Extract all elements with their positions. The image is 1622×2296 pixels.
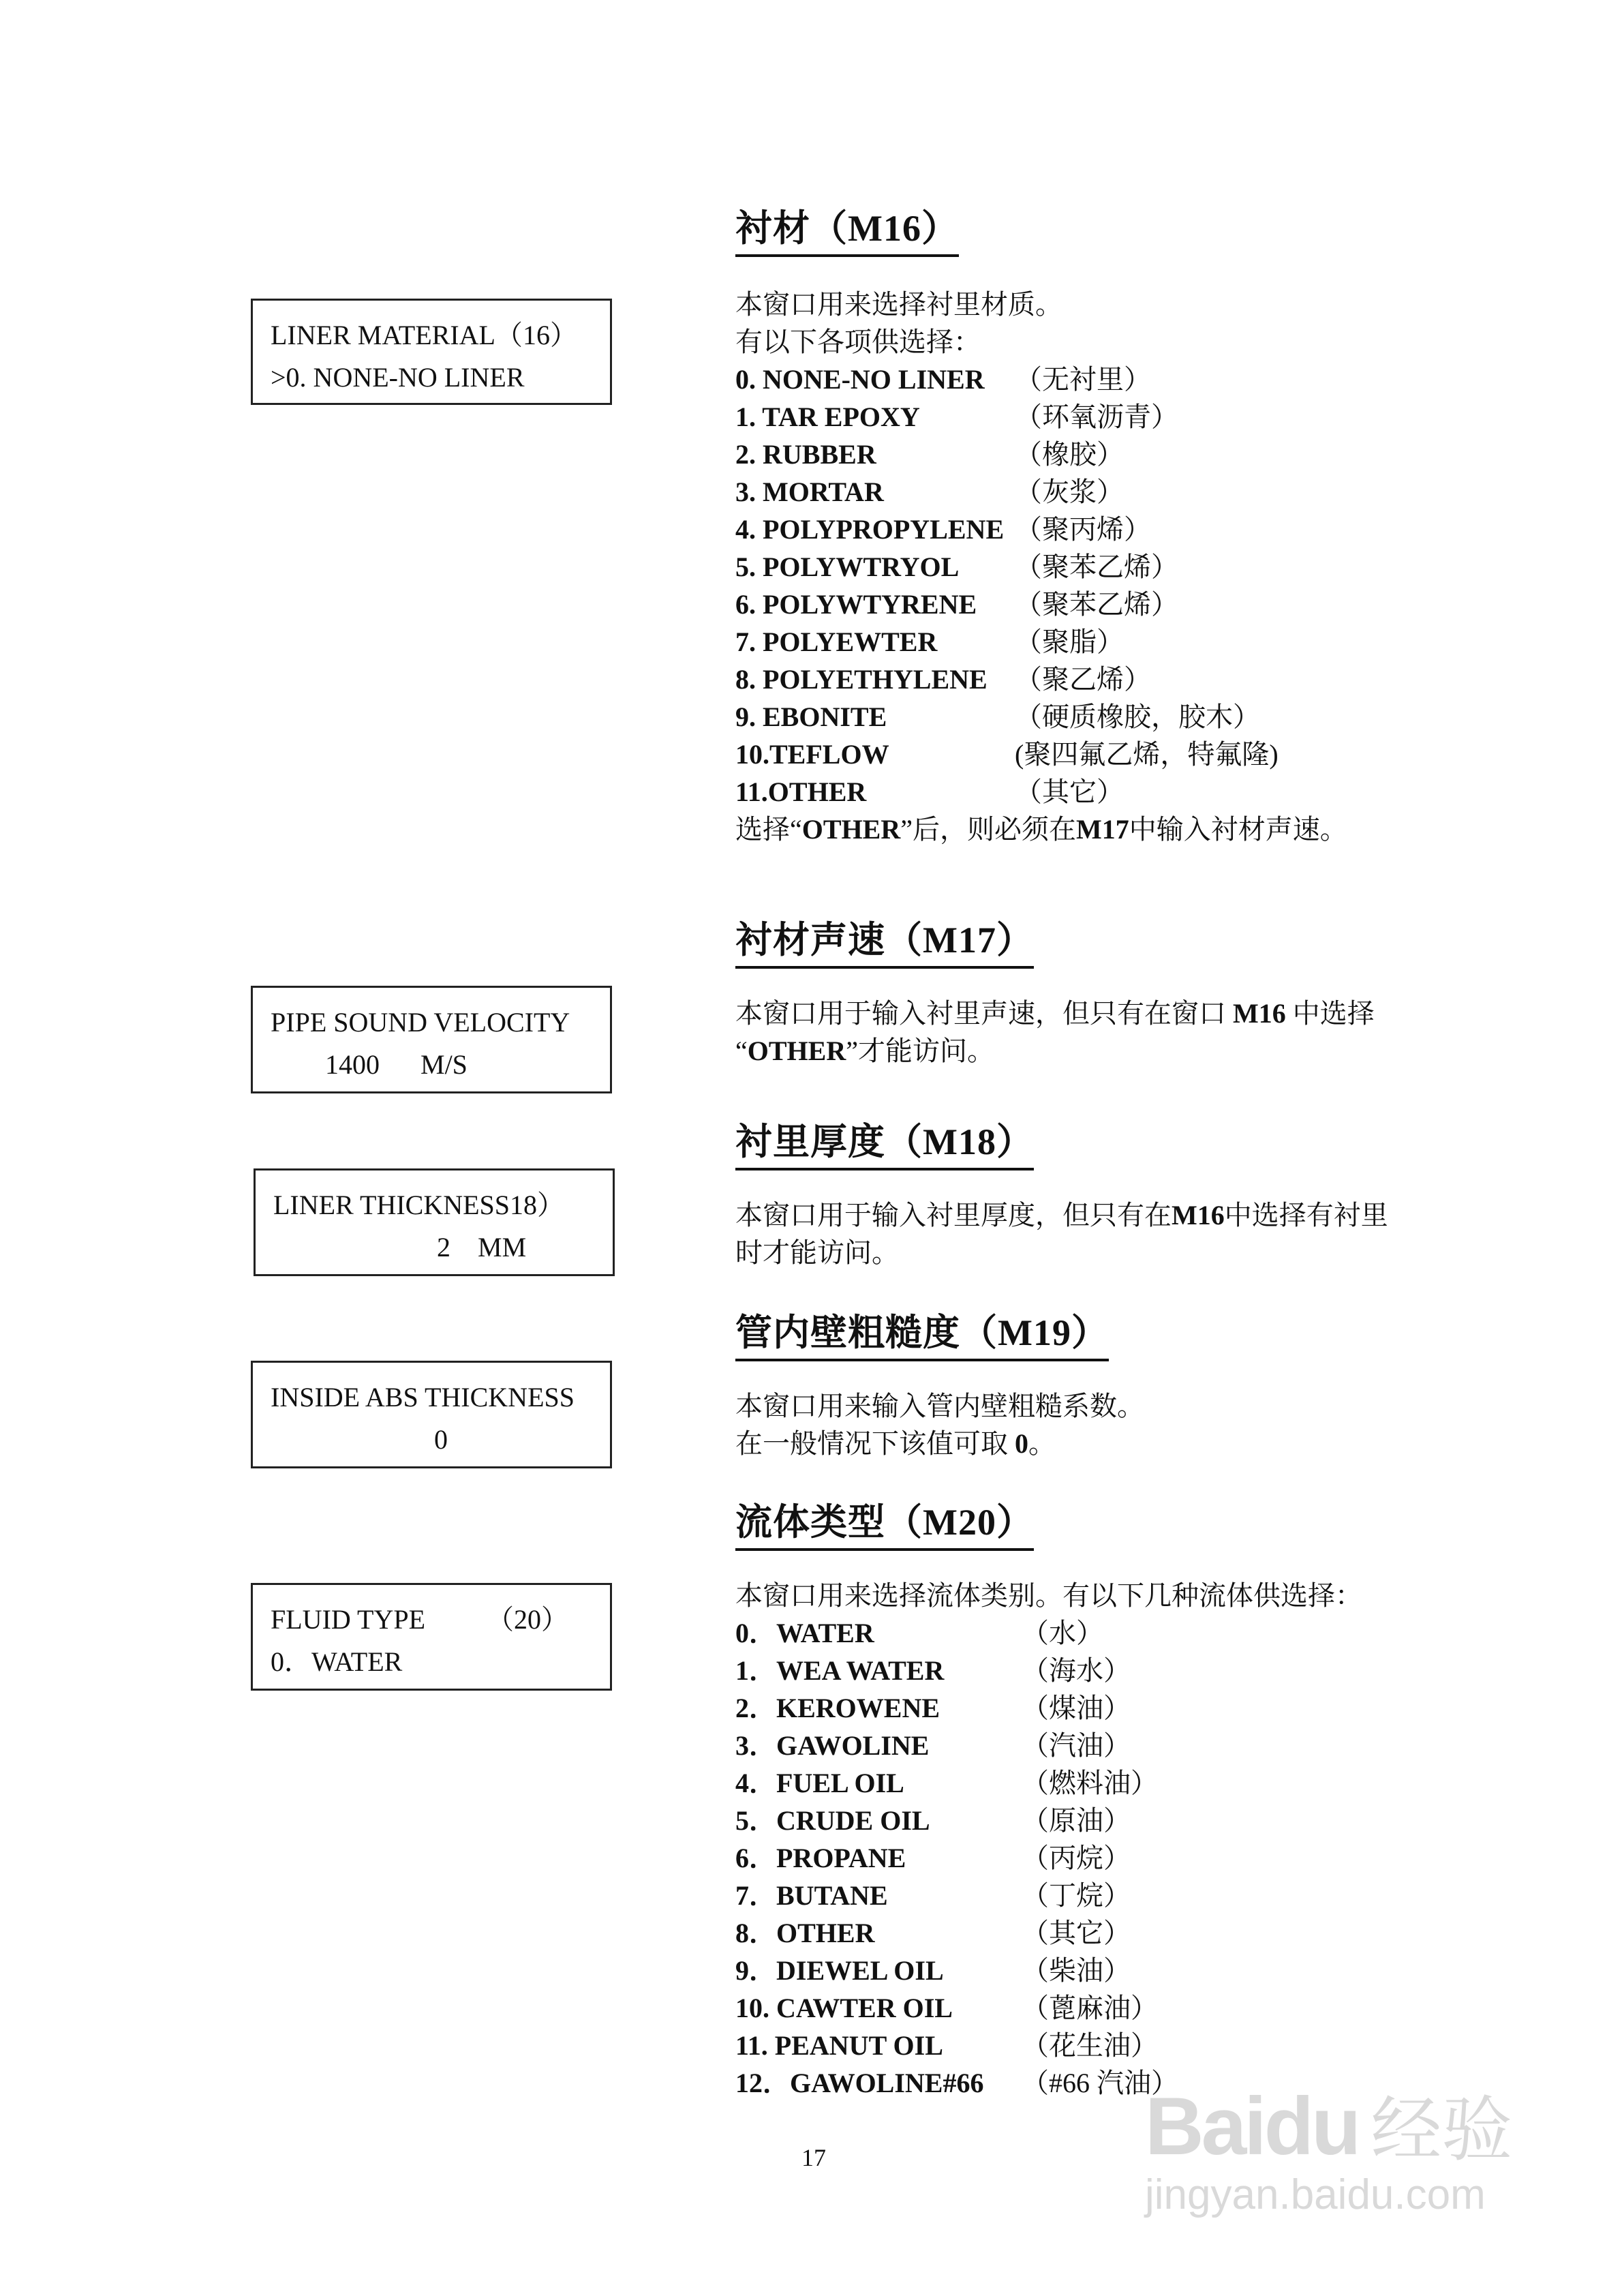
lcd-line2: 1400 M/S: [271, 1049, 468, 1080]
list-item: 3．GAWOLINE （汽油）: [735, 1730, 1131, 1761]
lcd-line1: FLUID TYPE （20）: [271, 1604, 569, 1635]
list-item: 2．KEROWENE （煤油）: [735, 1693, 1131, 1723]
section-m17: [735, 911, 1519, 1070]
list-item: 9．DIEWEL OIL （柴油）: [735, 1955, 1131, 1986]
m16-desc-line2: 有以下各项供选择：: [735, 327, 981, 357]
watermark-logo: Baidu: [1145, 2081, 1359, 2172]
list-item: 11. PEANUT OIL （花生油）: [735, 2030, 1158, 2061]
list-item: 10. CAWTER OIL （蓖麻油）: [735, 1993, 1158, 2023]
list-item: 0．WATER （水）: [735, 1618, 1103, 1648]
lcd-fluid-type: [251, 1583, 612, 1691]
heading-m18: 衬里厚度（M18）: [735, 1113, 1034, 1170]
m18-description: 本窗口用于输入衬里厚度，但只有在M16中选择有衬里 时才能访问。: [735, 1200, 1388, 1268]
list-item: 6. POLYWTYRENE （聚苯乙烯）: [735, 589, 1178, 620]
lcd-line1: LINER THICKNESS18）: [273, 1190, 565, 1220]
list-item: 1．WEA WATER （海水）: [735, 1655, 1131, 1686]
list-item: 4．FUEL OIL （燃料油）: [735, 1768, 1158, 1798]
list-item: 7. POLYEWTER （聚脂）: [735, 626, 1124, 657]
list-item: 10.TEFLOW (聚四氟乙烯，特氟隆): [735, 739, 1279, 770]
list-item: 1. TAR EPOXY （环氧沥青）: [735, 402, 1178, 432]
list-item: 5. POLYWTRYOL （聚苯乙烯）: [735, 552, 1178, 582]
m16-description: [735, 286, 1519, 361]
list-item: 11.OTHER （其它）: [735, 776, 1124, 807]
list-item: 2. RUBBER （橡胶）: [735, 439, 1124, 470]
section-m16: [735, 199, 1519, 848]
section-m19: [735, 1303, 1519, 1462]
page-number: 17: [801, 2144, 826, 2171]
list-item: 8．OTHER （其它）: [735, 1918, 1131, 1948]
list-item: 7．BUTANE （丁烷）: [735, 1880, 1131, 1911]
heading-m20: 流体类型（M20）: [735, 1493, 1034, 1551]
list-item: 4. POLYPROPYLENE （聚丙烯）: [735, 514, 1151, 545]
lcd-line2: >0. NONE-NO LINER: [271, 362, 525, 393]
lcd-inside-abs-thickness: [251, 1361, 612, 1468]
watermark-logo-cn: 经验: [1371, 2091, 1513, 2170]
m19-description: 本窗口用来输入管内壁粗糙系数。 在一般情况下该值可取 0。: [735, 1391, 1144, 1459]
m20-option-list: [735, 1614, 1519, 2102]
lcd-liner-material: [251, 299, 612, 405]
list-item: 6．PROPANE （丙烷）: [735, 1843, 1131, 1873]
lcd-line1: PIPE SOUND VELOCITY: [271, 1007, 570, 1038]
m20-description: 本窗口用来选择流体类别。有以下几种流体供选择：: [735, 1580, 1362, 1611]
watermark-url: jingyan.baidu.com: [1145, 2171, 1486, 2218]
lcd-line2: 0: [271, 1424, 448, 1455]
lcd-line1: INSIDE ABS THICKNESS: [271, 1382, 575, 1413]
lcd-liner-thickness: [254, 1168, 615, 1276]
m16-desc-line1: 本窗口用来选择衬里材质。: [735, 289, 1062, 320]
m16-option-list: [735, 361, 1519, 811]
list-item: 5．CRUDE OIL （原油）: [735, 1805, 1131, 1836]
heading-m17: 衬材声速（M17）: [735, 911, 1034, 969]
section-m18: [735, 1113, 1519, 1271]
list-item: 8. POLYETHYLENE （聚乙烯）: [735, 664, 1151, 695]
list-item: 12．GAWOLINE#66 （#66 汽油）: [735, 2068, 1178, 2098]
lcd-line2: 2 MM: [273, 1232, 527, 1263]
list-item: 9. EBONITE （硬质橡胶，胶木）: [735, 701, 1260, 732]
m17-description: 本窗口用于输入衬里声速，但只有在窗口 M16 中选择 “OTHER”才能访问。: [735, 998, 1375, 1066]
m16-note: 选择“OTHER”后，则必须在M17中输入衬材声速。: [735, 814, 1347, 845]
lcd-line1: LINER MATERIAL（16）: [271, 320, 577, 350]
list-item: 3. MORTAR （灰浆）: [735, 477, 1124, 507]
baidu-watermark: [1145, 2072, 1512, 2219]
section-m20: [735, 1493, 1519, 2102]
heading-m16: 衬材（M16）: [735, 199, 959, 257]
lcd-pipe-sound-velocity: [251, 986, 612, 1093]
list-item: 0. NONE-NO LINER （无衬里）: [735, 364, 1151, 395]
lcd-line2: 0．WATER: [271, 1646, 403, 1677]
heading-m19: 管内壁粗糙度（M19）: [735, 1303, 1109, 1361]
